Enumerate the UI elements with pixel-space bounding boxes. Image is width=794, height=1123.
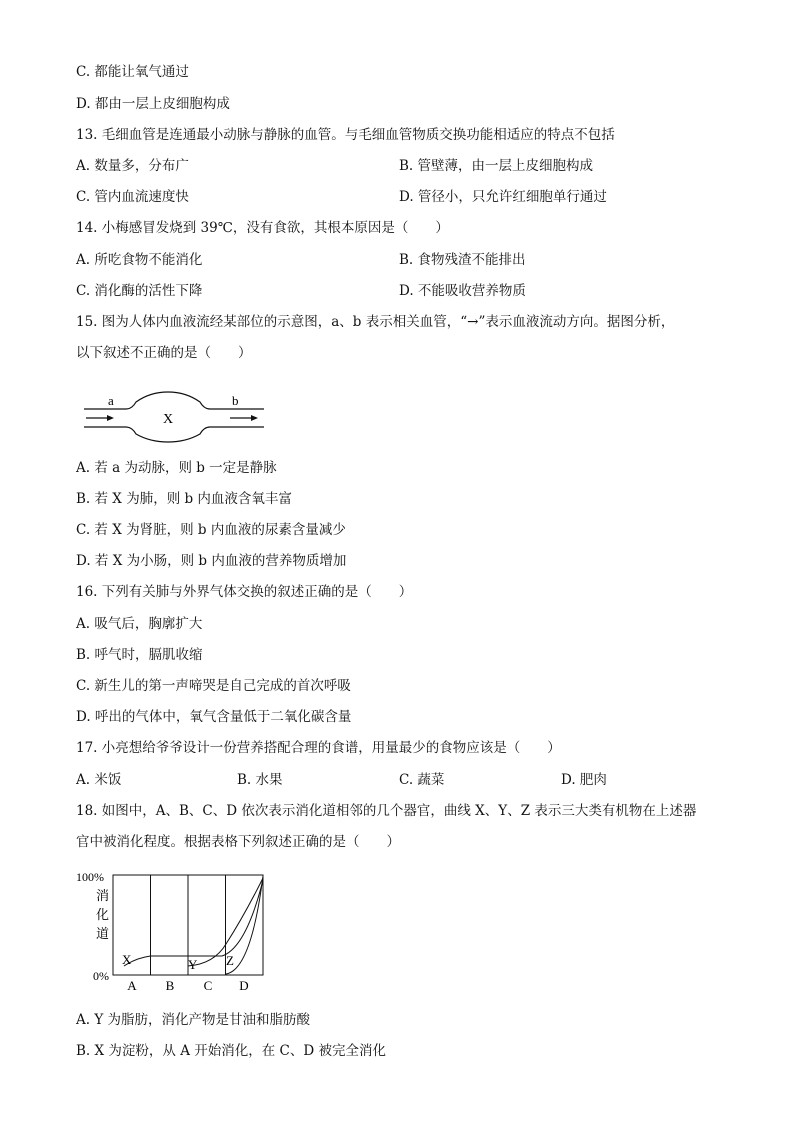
q17-option-a: A. 米饭	[76, 772, 122, 788]
q14-option-b: B. 食物残渣不能排出	[399, 252, 526, 268]
blood-flow-diagram	[80, 388, 270, 444]
q15-option-c: C. 若 X 为肾脏，则 b 内血液的尿素含量减少	[76, 522, 346, 538]
q14-option-d: D. 不能吸收营养物质	[399, 283, 526, 299]
curve-x-label: X	[122, 952, 132, 967]
q17-option-c: C. 蔬菜	[399, 772, 445, 788]
x-label-d: D	[239, 978, 249, 993]
vessel-a-label: a	[108, 393, 114, 408]
q16-option-c: C. 新生儿的第一声啼哭是自己完成的首次呼吸	[76, 678, 351, 694]
q14-option-c: C. 消化酶的活性下降	[76, 283, 203, 299]
y-axis-char-2: 化	[96, 907, 110, 922]
q15-option-a: A. 若 a 为动脉，则 b 一定是静脉	[76, 460, 277, 476]
q17-option-d: D. 肥肉	[561, 772, 607, 788]
q13-option-b: B. 管壁薄，由一层上皮细胞构成	[399, 158, 594, 174]
arrow-in-head	[107, 415, 114, 421]
q15-option-b: B. 若 X 为肺，则 b 内血液含氧丰富	[76, 491, 292, 507]
arrow-out-head	[251, 415, 258, 421]
q14-stem: 14. 小梅感冒发烧到 39℃，没有食欲，其根本原因是（ ）	[76, 220, 449, 236]
q14-option-a: A. 所吃食物不能消化	[76, 252, 203, 268]
y-axis-bottom-label: 0%	[93, 969, 109, 983]
digestion-curve-diagram	[76, 866, 276, 996]
q15-stem-line-2: 以下叙述不正确的是（ ）	[76, 345, 252, 361]
y-axis-top-label: 100%	[76, 870, 104, 884]
y-axis-char-1: 消	[96, 888, 110, 903]
curve-y-label: Y	[188, 957, 198, 972]
x-label-b: B	[165, 978, 175, 993]
x-label-a: A	[127, 978, 137, 993]
q18-stem-line-1: 18. 如图中，A、B、C、D 依次表示消化道相邻的几个器官，曲线 X、Y、Z 表示三大类有机物在上述器	[76, 803, 697, 819]
q18-option-b: B. X 为淀粉，从 A 开始消化，在 C、D 被完全消化	[76, 1043, 386, 1059]
q18-stem-line-2: 官中被消化程度。根据表格下列叙述正确的是（ ）	[76, 834, 400, 850]
q16-stem: 16. 下列有关肺与外界气体交换的叙述正确的是（ ）	[76, 584, 413, 600]
q16-option-a: A. 吸气后，胸廓扩大	[76, 616, 203, 632]
q13-option-c: C. 管内血流速度快	[76, 189, 189, 205]
vessel-b-label: b	[232, 393, 239, 408]
q18-option-a: A. Y 为脂肪，消化产物是甘油和脂肪酸	[76, 1012, 311, 1028]
q17-stem: 17. 小亮想给爷爷设计一份营养搭配合理的食谱，用量最少的食物应该是（ ）	[76, 740, 561, 756]
q16-option-b: B. 呼气时，膈肌收缩	[76, 647, 203, 663]
curve-x	[124, 880, 263, 966]
q15-option-d: D. 若 X 为小肠，则 b 内血液的营养物质增加	[76, 553, 347, 569]
organ-x-label: X	[163, 412, 174, 427]
vessel-lower-wall	[84, 427, 264, 442]
q17-option-b: B. 水果	[237, 772, 283, 788]
q13-option-a: A. 数量多，分布广	[76, 158, 189, 174]
y-axis-char-3: 道	[96, 926, 110, 941]
curve-z-label: Z	[226, 953, 234, 968]
q12-option-d: D. 都由一层上皮细胞构成	[76, 96, 230, 112]
q12-option-c: C. 都能让氧气通过	[76, 64, 189, 80]
q13-stem: 13. 毛细血管是连通最小动脉与静脉的血管。与毛细血管物质交换功能相适应的特点不包括	[76, 127, 615, 143]
q16-option-d: D. 呼出的气体中，氧气含量低于二氧化碳含量	[76, 709, 352, 725]
q13-option-d: D. 管径小，只允许红细胞单行通过	[399, 189, 607, 205]
x-label-c: C	[203, 978, 213, 993]
q15-stem-line-1: 15. 图为人体内血液流经某部位的示意图，a、b 表示相关血管，“→”表示血液流动方向。据图分析，	[76, 314, 675, 330]
